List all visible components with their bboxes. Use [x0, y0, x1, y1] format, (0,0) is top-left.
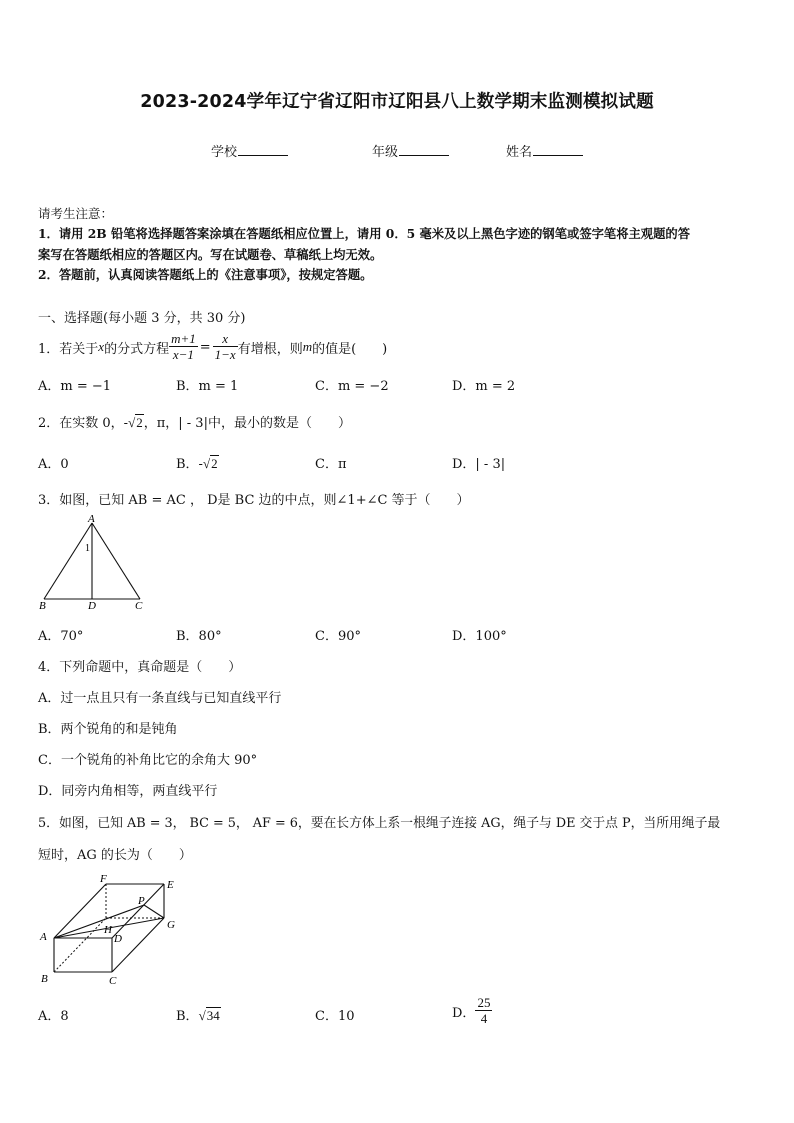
q5-label-d: D: [114, 933, 122, 945]
q4-option-d: D．同旁内角相等，两直线平行: [38, 784, 218, 799]
q5-option-d: [452, 995, 492, 1027]
q1-equals: =: [199, 339, 211, 355]
q1-frac1-den: x−1: [172, 347, 194, 362]
question-4: 4．下列命题中，真命题是（ ）: [38, 660, 242, 675]
q4-option-a: A．过一点且只有一条直线与已知直线平行: [38, 691, 282, 706]
q5-label-p: P: [138, 895, 145, 907]
q5-label-a: A: [40, 931, 47, 943]
q3-label-a: A: [88, 513, 95, 525]
q5-option-d-num: 25: [477, 995, 491, 1010]
q5-option-b-sqrt: √34: [198, 1008, 220, 1023]
q2-option-d: D．| - 3|: [452, 457, 506, 472]
q1-suffix: 有增根，则: [237, 341, 303, 357]
q1-var-m: m: [302, 339, 313, 354]
q5-option-b: [176, 1005, 221, 1024]
q1-option-d: D．m = 2: [452, 379, 516, 394]
q1-fraction-right: [213, 331, 238, 363]
q2-text-b: ，π，| - 3|中，最小的数是（ ）: [143, 416, 351, 431]
q1-option-c: C．m = −2: [315, 379, 389, 394]
q2-text-a: 2．在实数 0，-: [38, 416, 129, 431]
q1-option-a: A．m = −1: [38, 379, 112, 394]
q5-label-e: E: [167, 879, 174, 891]
q2-option-c: C．π: [315, 457, 347, 472]
q5-option-d-fraction: [475, 995, 492, 1027]
q5-option-d-den: 4: [480, 1011, 488, 1026]
q5-option-b-prefix: B．: [176, 1009, 199, 1024]
question-5-line-1: 5．如图，已知 AB = 3， BC = 5， AF = 6，要在长方体上系一根绳子连接 AG，绳子与 DE 交于点 P，当所用绳子最: [38, 816, 721, 831]
notice-item-2: 2．答题前，认真阅读答题纸上的《注意事项》，按规定答题。: [38, 267, 373, 282]
school-label: 学校: [211, 145, 238, 160]
question-1: [38, 328, 387, 366]
q2-option-b-sqrt: √2: [202, 456, 218, 471]
question-2: [38, 412, 351, 431]
q1-frac1-num: m+1: [171, 331, 196, 346]
q5-option-c: C．10: [315, 1009, 355, 1024]
grade-label: 年级: [372, 145, 399, 160]
q1-frac2-num: x: [213, 331, 238, 347]
q5-option-a: A．8: [38, 1009, 69, 1024]
q2-option-b: [176, 453, 219, 472]
notice-item-1-line-2: 案写在答题纸相应的答题区内。写在试题卷、草稿纸上均无效。: [38, 247, 383, 262]
q1-fraction-left: [169, 331, 198, 363]
q3-option-b: B．80°: [176, 629, 222, 644]
q2-sqrt: √2: [128, 415, 143, 430]
q3-label-c: C: [135, 600, 143, 612]
q5-label-g: G: [167, 919, 175, 931]
q1-end: 的值是( ): [312, 341, 388, 357]
q3-label-1: 1: [85, 543, 90, 554]
q2-option-b-prefix: B．-: [176, 457, 203, 472]
q1-frac2-den: 1−x: [214, 347, 236, 362]
name-label: 姓名: [506, 145, 533, 160]
name-blank: [533, 143, 583, 156]
q4-option-c: C．一个锐角的补角比它的余角大 90°: [38, 753, 258, 768]
q1-var-x: x: [98, 339, 105, 354]
q3-side-ac: [92, 523, 140, 599]
q5-label-f: F: [100, 873, 107, 885]
q1-prefix: 1．若关于: [38, 341, 99, 357]
school-blank: [238, 143, 288, 156]
notice-item-1-line-1: 1．请用 2B 铅笔将选择题答案涂填在答题纸相应位置上，请用 0．5 毫米及以上黑色字迹的钢笔或签字笔将主观题的答: [38, 226, 690, 241]
q3-label-b: B: [39, 600, 46, 612]
name-field: [506, 141, 583, 160]
q1-mid: 的分式方程: [104, 341, 170, 357]
q5-rope-ap: [54, 905, 144, 938]
q5-cuboid-figure: [36, 872, 186, 990]
q2-option-a: A．0: [38, 457, 69, 472]
q5-label-h: H: [104, 924, 112, 936]
notice-heading: 请考生注意：: [38, 206, 114, 221]
q3-option-a: A．70°: [38, 629, 84, 644]
q5-label-c: C: [109, 975, 117, 987]
school-field: [211, 141, 288, 160]
grade-blank: [399, 143, 449, 156]
grade-field: [372, 141, 449, 160]
section-heading: 一、选择题(每小题 3 分，共 30 分): [38, 311, 246, 326]
q3-label-d: D: [88, 600, 96, 612]
q5-rope-pg: [144, 905, 164, 918]
q3-triangle-figure: [36, 513, 156, 613]
page-title: 2023-2024学年辽宁省辽阳市辽阳县八上数学期末监测模拟试题: [140, 92, 654, 112]
q5-label-b: B: [41, 973, 48, 985]
q4-option-b: B．两个锐角的和是钝角: [38, 722, 178, 737]
q3-option-c: C．90°: [315, 629, 361, 644]
q1-option-b: B．m = 1: [176, 379, 239, 394]
question-3: 3．如图，已知 AB = AC ， D是 BC 边的中点，则∠1+∠C 等于（ ）: [38, 493, 470, 508]
q3-side-ab: [44, 523, 92, 599]
question-5-line-2: 短时，AG 的长为（ ）: [38, 848, 192, 863]
q5-option-d-prefix: D．: [452, 1005, 476, 1021]
q3-option-d: D．100°: [452, 629, 507, 644]
